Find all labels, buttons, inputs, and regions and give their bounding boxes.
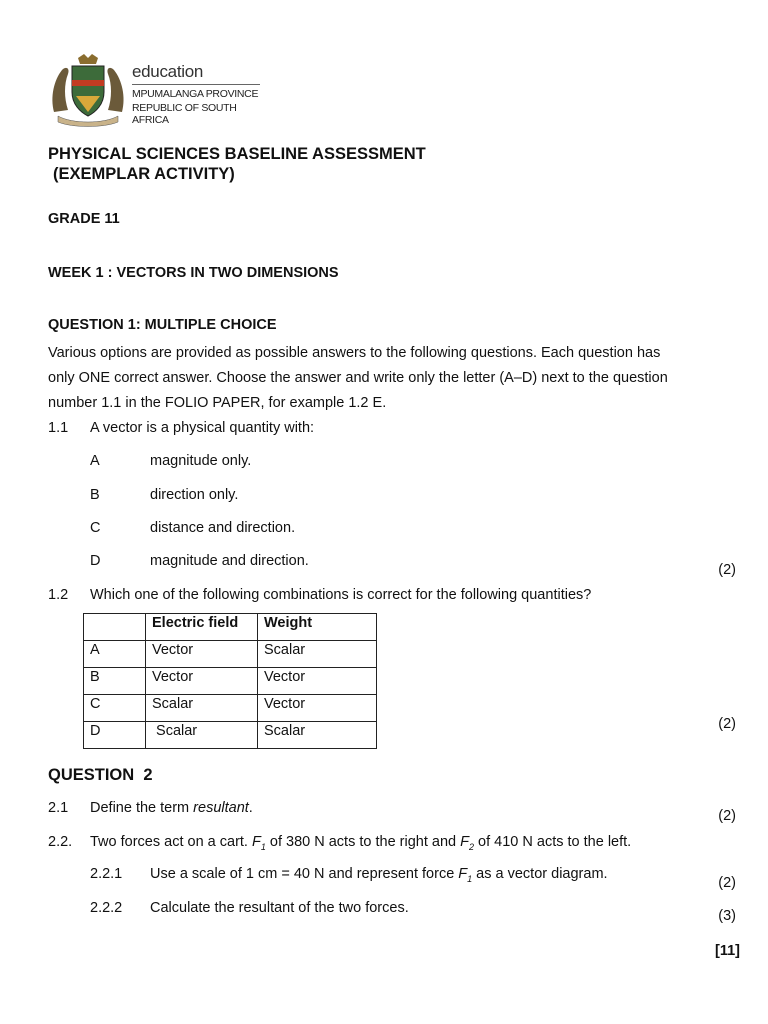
marks-label: (2) [718, 716, 736, 732]
option-text: magnitude and direction. [150, 553, 309, 569]
table-cell: Vector [258, 695, 377, 722]
instruction-line: only ONE correct answer. Choose the answer and write only the letter (A–D) next to the question [48, 370, 668, 386]
question-number: 2.2. [48, 834, 73, 850]
question-number: 1.1 [48, 420, 69, 436]
question-text: Define the term resultant. [90, 800, 253, 816]
logo-education-word: education [132, 62, 204, 81]
question-text: Use a scale of 1 cm = 40 N and represent force $F_1$ as a vector diagram. [150, 866, 608, 884]
option-letter: C [90, 520, 101, 536]
option-letter: D [90, 553, 101, 569]
table-row [84, 695, 377, 722]
question-text: Which one of the following combinations is correct for the following quantities? [90, 587, 592, 603]
department-logo [48, 52, 263, 128]
question-text: Calculate the resultant of the two forces. [150, 900, 409, 916]
table-cell: D [84, 722, 146, 749]
table-cell: Scalar [146, 695, 258, 722]
table-cell: Vector [146, 641, 258, 668]
document-title: PHYSICAL SCIENCES BASELINE ASSESSMENT [48, 145, 426, 163]
question-2-heading: QUESTION 2 [48, 766, 153, 784]
logo-divider [132, 84, 260, 85]
option-text: magnitude only. [150, 453, 252, 469]
option-letter: A [90, 453, 100, 469]
marks-label: (2) [718, 875, 736, 891]
total-marks: [11] [715, 943, 740, 959]
option-letter: B [90, 487, 100, 503]
document-subtitle: (EXEMPLAR ACTIVITY) [53, 165, 235, 183]
table-cell: Scalar [146, 722, 258, 749]
option-text: distance and direction. [150, 520, 296, 536]
question-number: 2.1 [48, 800, 69, 816]
table-header-cell: Electric field [146, 614, 258, 641]
table-row [84, 722, 377, 749]
table-header-cell [84, 614, 146, 641]
marks-label: (2) [718, 808, 736, 824]
table-row [84, 668, 377, 695]
question-number: 1.2 [48, 587, 69, 603]
table-cell: Vector [146, 668, 258, 695]
question-text: A vector is a physical quantity with: [90, 420, 315, 436]
option-text: direction only. [150, 487, 239, 503]
table-cell: B [84, 668, 146, 695]
instruction-line: number 1.1 in the FOLIO PAPER, for example 1.2 E. [48, 395, 387, 411]
term-resultant: resultant [193, 800, 249, 816]
question-1-heading: QUESTION 1: MULTIPLE CHOICE [48, 317, 277, 333]
instruction-line: Various options are provided as possible answers to the following questions. Each question has [48, 345, 661, 361]
table-row [84, 641, 377, 668]
question-number: 2.2.2 [90, 900, 123, 916]
table-cell: Vector [258, 668, 377, 695]
table-cell: A [84, 641, 146, 668]
logo-republic: REPUBLIC OF SOUTH AFRICA [132, 102, 237, 126]
table-header-row [84, 614, 377, 641]
grade-label: GRADE 11 [48, 211, 120, 227]
marks-label: (3) [718, 908, 736, 924]
table-header-cell: Weight [258, 614, 377, 641]
marks-label: (2) [718, 562, 736, 578]
question-text: Two forces act on a cart. $F_1$ of 380 N acts to the right and $F_2$ of 410 N acts to the left. [90, 834, 632, 852]
table-cell: Scalar [258, 722, 377, 749]
logo-province: MPUMALANGA PROVINCE [132, 88, 259, 100]
combinations-table [83, 613, 377, 749]
table-cell: C [84, 695, 146, 722]
week-label: WEEK 1 : VECTORS IN TWO DIMENSIONS [48, 265, 339, 281]
table-cell: Scalar [258, 641, 377, 668]
coat-of-arms-icon [48, 52, 128, 128]
question-number: 2.2.1 [90, 866, 123, 882]
